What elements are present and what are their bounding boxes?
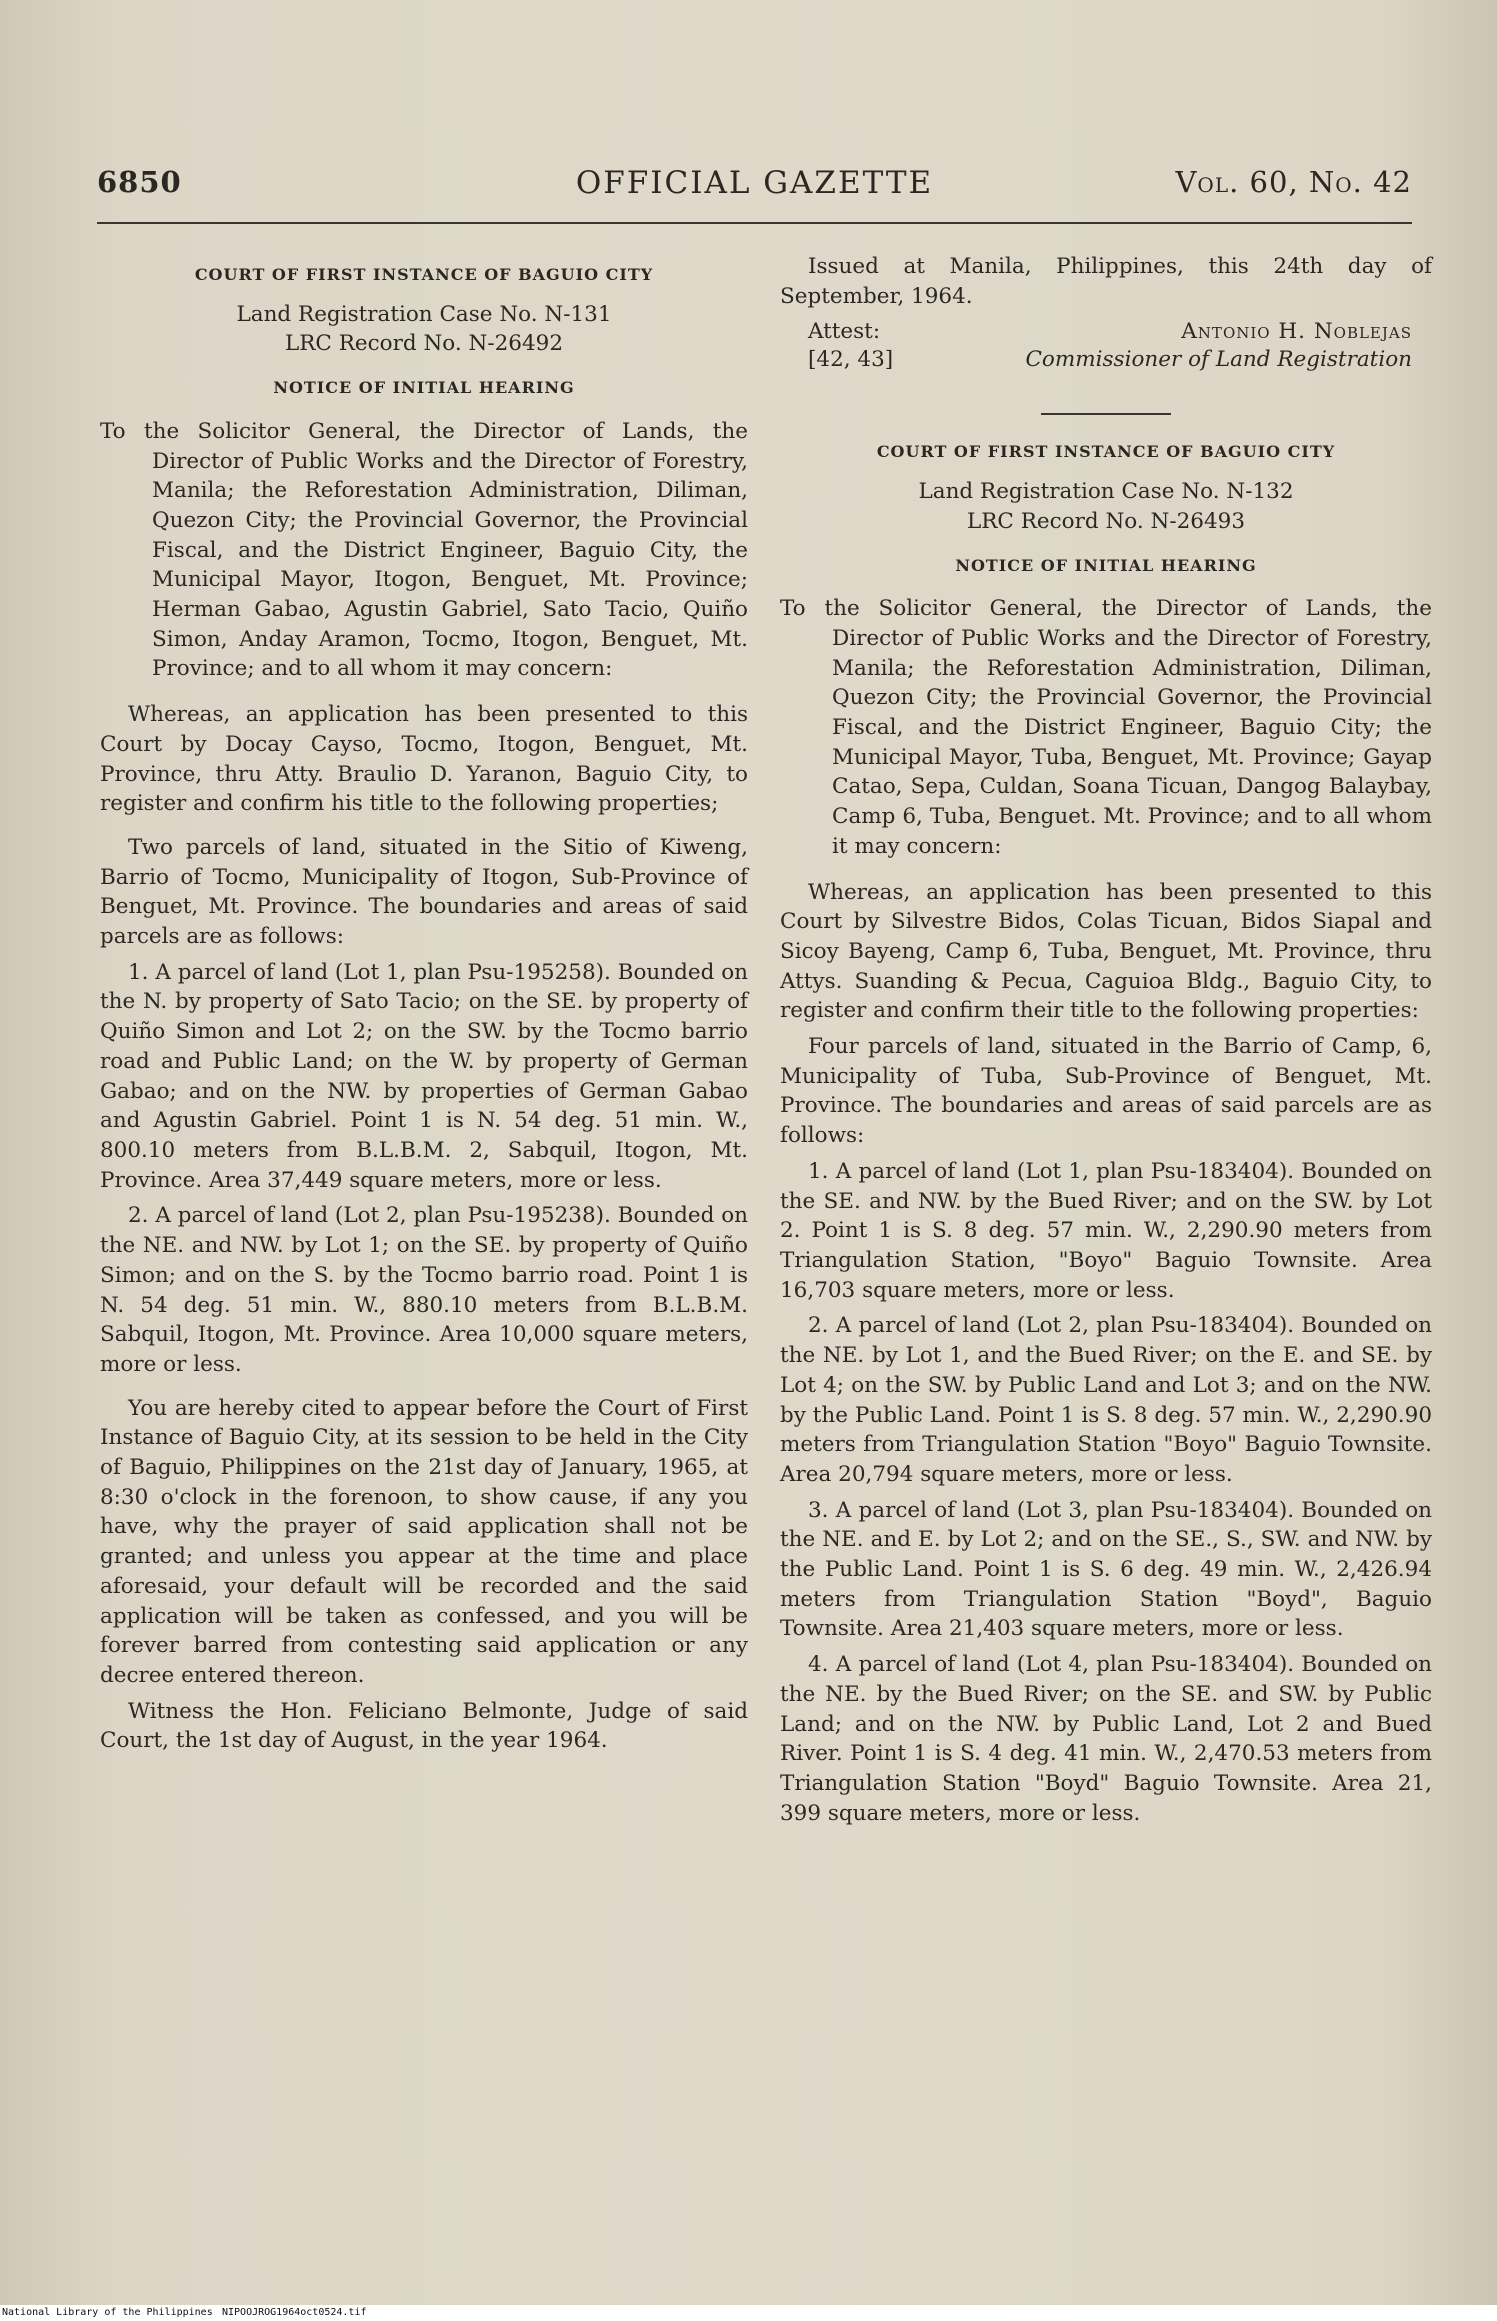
paragraph: 2. A parcel of land (Lot 2, plan Psu-195238). Bounded on the NE. and NW. by Lot 1; on the SE. by property of Quiño Simon; and on the S. by the Tocmo barrio road. Point 1 is N. 54 deg. 51 min. W., 880.10 meters from B.L.B.M. Sabquil, Itogon, Mt. Province. Area 10,000 square meters, more or less. [100,1203,748,1377]
paragraph: 1. A parcel of land (Lot 1, plan Psu-183404). Bounded on the SE. and NW. by the Bued River; and on the SW. by Lot 2. Point 1 is S. 8 deg. 57 min. W., 2,290.90 meters from Triangulation Station, "Boyo" Baguio Townsite. Area 16,703 square meters, more or less. [780,1158,1432,1303]
paragraph: Four parcels of land, situated in the Barrio of Camp, 6, Municipality of Tuba, Sub-Province of Benguet, Mt. Province. The boundaries and areas of said parcels are as follows: [780,1034,1432,1149]
left-column [100,252,748,1762]
paragraph: Whereas, an application has been presented to this Court by Silvestre Bidos, Colas Ticuan, Bidos Siapal and Sicoy Bayeng, Camp 6, Tuba, Benguet, Mt. Province, thru Attys. Suanding & Pecua, Caguioa Bldg., Baguio City, to register and confirm their title to the following properties: [780,879,1432,1024]
paragraph: Two parcels of land, situated in the Sitio of Kiweng, Barrio of Tocmo, Municipality of Itogon, Sub-Province of Benguet, Mt. Province. The boundaries and areas of said parcels are as follows: [100,834,748,950]
paragraph: 3. A parcel of land (Lot 3, plan Psu-183404). Bounded on the NE. and E. by Lot 2; and on the SE., S., SW. and NW. by the Public Land. Point 1 is S. 6 deg. 49 min. W., 2,426.94 meters from Triangulation Station "Boyd", Baguio Townsite. Area 21,403 square meters, more or less. [780,1497,1432,1642]
court-heading: COURT OF FIRST INSTANCE OF BAGUIO CITY [876,442,1336,462]
publication-title: OFFICIAL GAZETTE [575,165,934,201]
commissioner-title: Commissioner of Land Registration [1025,347,1412,373]
commissioner-name: Antonio H. Noblejas [1181,319,1412,345]
scan-footer [0,2305,1497,2321]
notice-title: NOTICE OF INITIAL HEARING [273,378,575,398]
record-number: LRC Record No. N-26492 [284,331,564,357]
issued-statement: Issued at Manila, Philippines, this 24th day of September, 1964. [780,254,1432,309]
page-number: 6850 [97,165,182,199]
attest-row [780,345,1432,373]
case-number: Land Registration Case No. N-132 [918,479,1294,505]
page-header [97,165,1412,215]
notice-title: NOTICE OF INITIAL HEARING [955,555,1257,575]
addressees: To the Solicitor General, the Director of Lands, the Director of Public Works and the Director of Forestry, Manila; the Reforestation Administration, Diliman, Quezon City; the Provincial Governor, the Provincial Fiscal, and the District Engineer, Baguio City; the Municipal Mayor, Tuba, Benguet, Mt. Province; Gayap Catao, Sepa, Culdan, Soana Ticuan, Dangog Balaybay, Camp 6, Tuba, Benguet. Mt. Province; and to all whom it may concern: [780,596,1432,859]
attest-row [780,317,1432,345]
paragraph: You are hereby cited to appear before the Court of First Instance of Baguio City, at its session to be held in the City of Baguio, Philippines on the 21st day of January, 1965, at 8:30 o'clock in the forenoon, to show cause, if any you have, why the prayer of said application shall not be granted; and unless you appear at the time and place aforesaid, your default will be recorded and the said application will be taken as confessed, and you will be forever barred from contesting said application or any decree entered thereon. [100,1395,748,1688]
paragraph: 2. A parcel of land (Lot 2, plan Psu-183404). Bounded on the NE. by Lot 1, and the Bued River; on the E. and SE. by Lot 4; on the SW. by Public Land and Lot 3; and on the NW. by the Public Land. Point 1 is S. 8 deg. 57 min. W., 2,290.90 meters from Triangulation Station "Boyo" Baguio Townsite. Area 20,794 square meters, more or less. [780,1313,1432,1487]
paragraph: 1. A parcel of land (Lot 1, plan Psu-195258). Bounded on the N. by property of Sato Tacio; on the SE. by property of Quiño Simon and Lot 2; on the SW. by the Tocmo barrio road and Public Land; on the W. by property of German Gabao; and on the NW. by properties of German Gabao and Agustin Gabriel. Point 1 is N. 54 deg. 51 min. W., 800.10 meters from B.L.B.M. 2, Sabquil, Itogon, Mt. Province. Area 37,449 square meters, more or less. [100,959,748,1193]
right-column [780,252,1432,1834]
attest-label: Attest: [808,319,881,345]
paragraph: Witness the Hon. Feliciano Belmonte, Judge of said Court, the 1st day of August, in the year 1964. [100,1698,748,1754]
addressees: To the Solicitor General, the Director of Lands, the Director of Public Works and the Director of Forestry, Manila; the Reforestation Administration, Diliman, Quezon City; the Provincial Governor, the Provincial Fiscal, and the District Engineer, Baguio City, the Municipal Mayor, Itogon, Benguet, Mt. Province; Herman Gabao, Agustin Gabriel, Sato Tacio, Quiño Simon, Anday Aramon, Tocmo, Itogon, Benguet, Mt. Province; and to all whom it may concern: [100,418,748,682]
source-label: National Library of the Philippines [2,2307,213,2318]
issue-references: [42, 43] [808,347,894,373]
paragraph: 4. A parcel of land (Lot 4, plan Psu-183404). Bounded on the NE. by the Bued River; on the SE. and SW. by Public Land; and on the NW. by Public Land, Lot 2 and Bued River. Point 1 is S. 4 deg. 41 min. W., 2,470.53 meters from Triangulation Station "Boyd" Baguio Townsite. Area 21, 399 square meters, more or less. [780,1652,1432,1826]
header-rule [97,222,1412,224]
court-heading: COURT OF FIRST INSTANCE OF BAGUIO CITY [194,265,654,284]
paragraph: Whereas, an application has been presented to this Court by Docay Cayso, Tocmo, Itogon, Benguet, Mt. Province, thru Atty. Braulio D. Yaranon, Baguio City, to register and confirm his title to the following properties; [100,702,748,817]
file-name: NIPOOJROG1964oct0524.tif [222,2307,367,2318]
record-number: LRC Record No. N-26493 [966,508,1246,534]
section-divider [1041,413,1171,415]
volume-number: Vol. 60, No. 42 [1175,165,1412,199]
case-number: Land Registration Case No. N-131 [236,301,612,327]
